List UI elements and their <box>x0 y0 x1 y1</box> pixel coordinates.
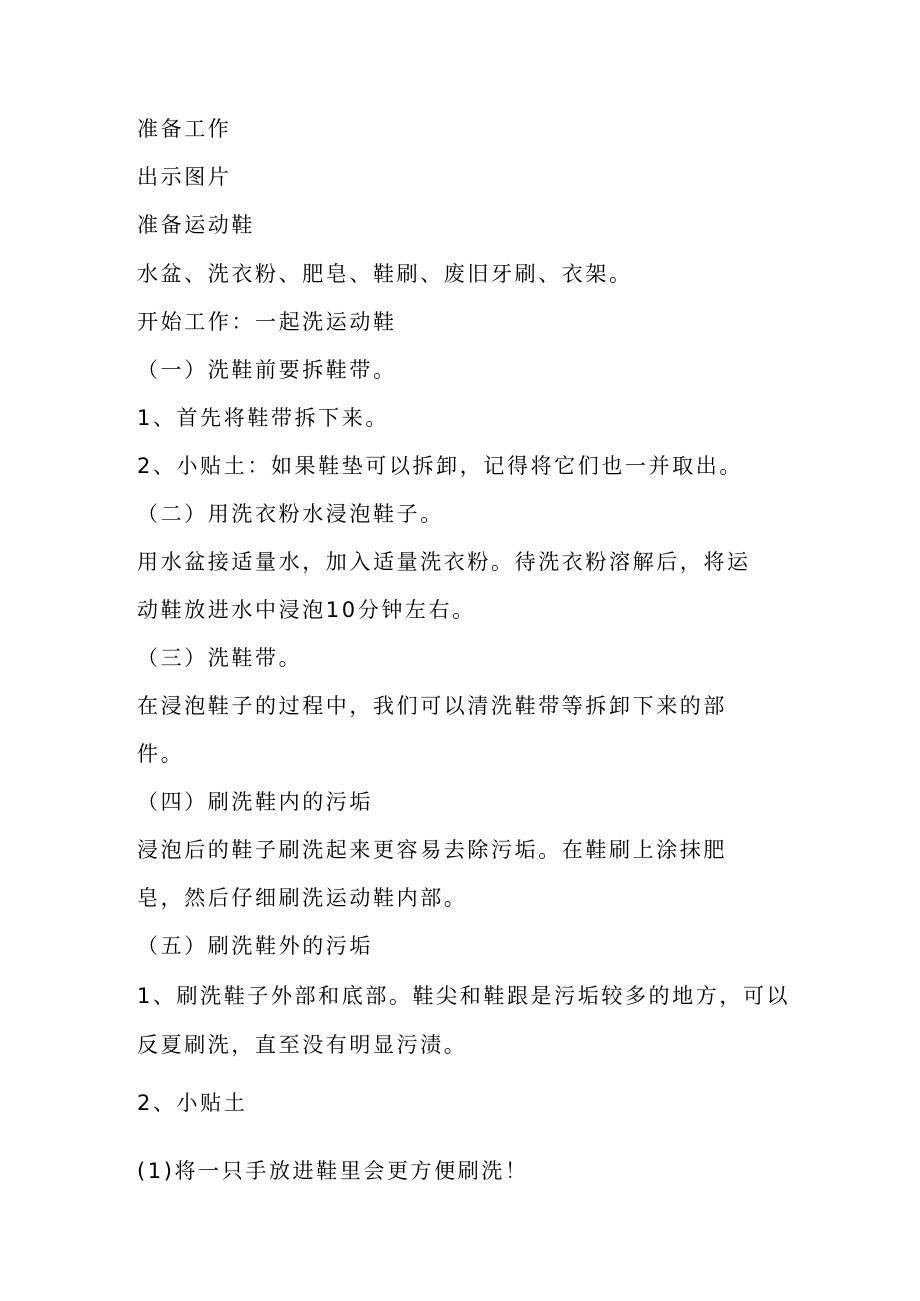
step-1-1: 1、首先将鞋带拆下来。 <box>137 406 389 430</box>
line-show-pictures: 出示图片 <box>137 165 232 189</box>
paragraph-4-line-1: 浸泡后的鞋子刷洗起来更容易去除污垢。在鞋刷上涂抹肥 <box>137 838 727 862</box>
line-materials: 水盆、洗衣粉、肥皂、鞋刷、废旧牙刷、衣架。 <box>137 262 633 286</box>
paragraph-3-line-1: 在浸泡鞋子的过程中，我们可以清洗鞋带等拆卸下来的部 <box>137 694 727 718</box>
paragraph-2-line-2: 动鞋放进水中浸泡10分钟左右。 <box>137 598 476 622</box>
line-prep-work: 准备工作 <box>137 117 232 141</box>
tip-5-2-1: (1)将一只手放进鞋里会更方便刷洗！ <box>137 1159 529 1183</box>
paragraph-3-line-2: 件。 <box>137 742 185 766</box>
step-1-2: 2、小贴土：如果鞋垫可以拆卸，记得将它们也一并取出。 <box>137 454 743 478</box>
step-5-1-line-1: 1、刷洗鞋子外部和底部。鞋尖和鞋跟是污垢较多的地方，可以 <box>137 984 791 1008</box>
line-start-work: 开始工作：一起洗运动鞋 <box>137 310 397 334</box>
section-heading-2: （二）用洗衣粉水浸泡鞋子。 <box>137 502 444 526</box>
section-heading-3: （三）洗鞋带。 <box>137 646 303 670</box>
line-prep-shoes: 准备运动鞋 <box>137 213 255 237</box>
section-heading-5: （五）刷洗鞋外的污垢 <box>137 934 373 958</box>
step-5-1-line-2: 反夏刷洗，直至没有明显污渍。 <box>137 1033 468 1057</box>
section-heading-1: （一）洗鞋前要拆鞋带。 <box>137 358 397 382</box>
step-5-2: 2、小贴土 <box>137 1091 248 1115</box>
paragraph-4-line-2: 皂，然后仔细刷洗运动鞋内部。 <box>137 886 468 910</box>
paragraph-2-line-1: 用水盆接适量水，加入适量洗衣粉。待洗衣粉溶解后，将运 <box>137 550 751 574</box>
section-heading-4: （四）刷洗鞋内的污垢 <box>137 790 373 814</box>
